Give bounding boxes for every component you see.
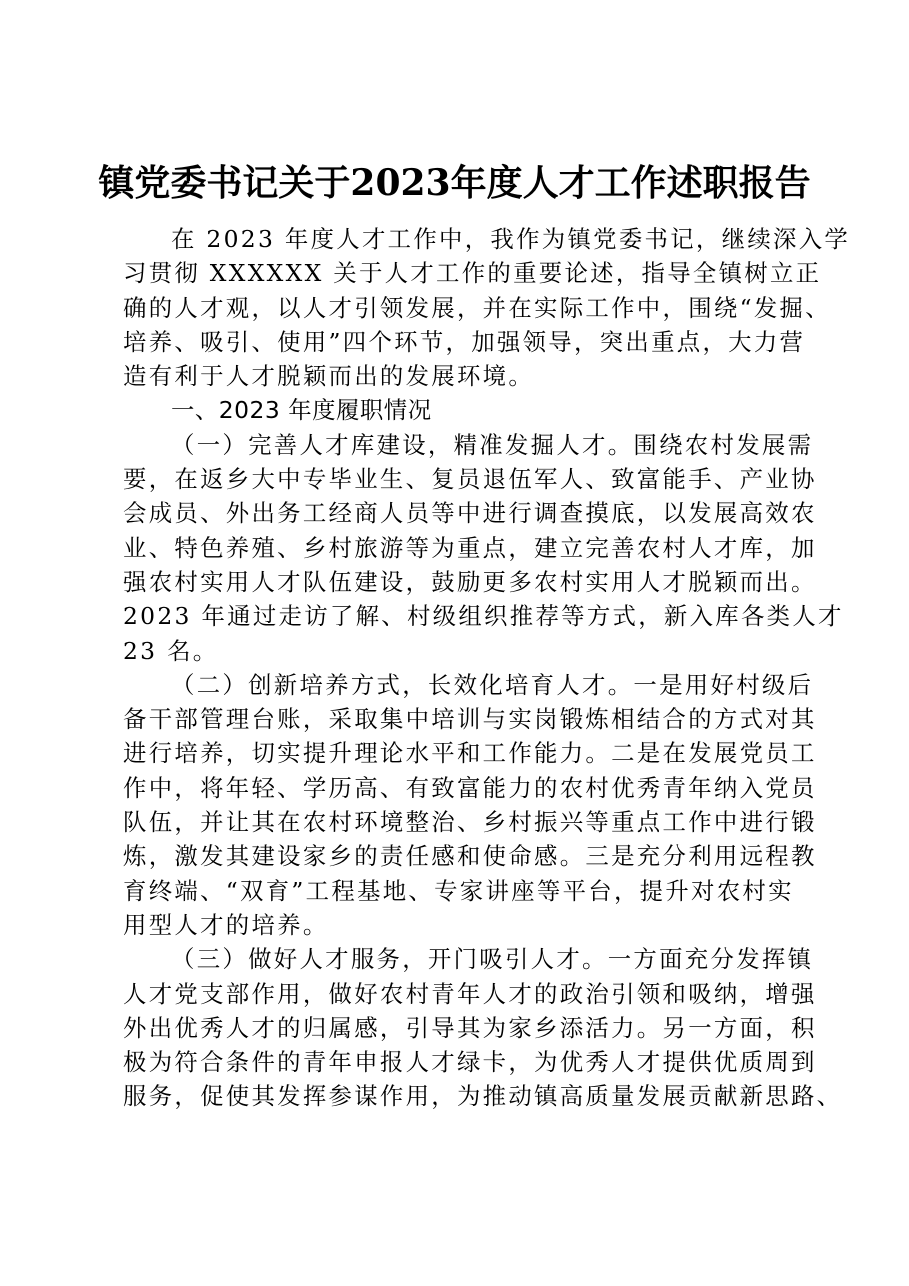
paragraph-line: 极为符合条件的青年申报人才绿卡，为优秀人才提供优质周到	[123, 1048, 817, 1077]
document-body	[123, 222, 851, 1114]
paragraph-line: 会成员、外出务工经商人员等中进行调查摸底，以发展高效农	[123, 499, 817, 528]
paragraph-line: 培养、吸引、使用”四个环节，加强领导，突出重点，大力营	[123, 327, 806, 356]
paragraph-line: 在 2023 年度人才工作中，我作为镇党委书记，继续深入学	[171, 225, 851, 253]
paragraph-line: 炼，激发其建设家乡的责任感和使命感。三是充分利用远程教	[123, 842, 817, 871]
paragraph-line: 服务，促使其发挥参谋作用，为推动镇高质量发展贡献新思路、	[123, 1082, 843, 1111]
paragraph-line: 要，在返乡大中专毕业生、复员退伍军人、致富能手、产业协	[123, 465, 817, 494]
paragraph-line: 育终端、“双育”工程基地、专家讲座等平台，提升对农村实	[123, 876, 794, 905]
section-heading: 一、2023 年度履职情况	[171, 396, 432, 425]
paragraph-line: 进行培养，切实提升理论水平和工作能力。二是在发展党员工	[123, 739, 817, 768]
paragraph-line: 2023 年通过走访了解、村级组织推荐等方式，新入库各类人才	[123, 602, 844, 631]
paragraph-line: 外出优秀人才的归属感，引导其为家乡添活力。另一方面，积	[123, 1013, 817, 1042]
subsection-line: （三）做好人才服务，开门吸引人才。一方面充分发挥镇	[171, 945, 814, 974]
paragraph-line: 队伍，并让其在农村环境整治、乡村振兴等重点工作中进行锻	[123, 808, 817, 837]
subsection-line: （一）完善人才库建设，精准发掘人才。围绕农村发展需	[171, 430, 814, 459]
paragraph-line: 人才党支部作用，做好农村青年人才的政治引领和吸纳，增强	[123, 979, 817, 1008]
paragraph-line: 习贯彻 XXXXXX 关于人才工作的重要论述，指导全镇树立正	[123, 259, 822, 288]
document-title: 镇党委书记关于2023年度人才工作述职报告	[98, 162, 811, 204]
paragraph-line: 作中，将年轻、学历高、有致富能力的农村优秀青年纳入党员	[123, 773, 817, 802]
paragraph-line: 强农村实用人才队伍建设，鼓励更多农村实用人才脱颖而出。	[123, 567, 817, 596]
paragraph-line: 用型人才的培养。	[123, 910, 329, 939]
paragraph-line: 23 名。	[123, 636, 219, 665]
paragraph-line: 造有利于人才脱颖而出的发展环境。	[123, 362, 535, 391]
subsection-line: （二）创新培养方式，长效化培育人才。一是用好村级后	[171, 670, 814, 699]
paragraph-line: 确的人才观，以人才引领发展，并在实际工作中，围绕“发掘、	[123, 293, 831, 322]
paragraph-line: 业、特色养殖、乡村旅游等为重点，建立完善农村人才库，加	[123, 533, 817, 562]
paragraph-line: 备干部管理台账，采取集中培训与实岗锻炼相结合的方式对其	[123, 705, 817, 734]
